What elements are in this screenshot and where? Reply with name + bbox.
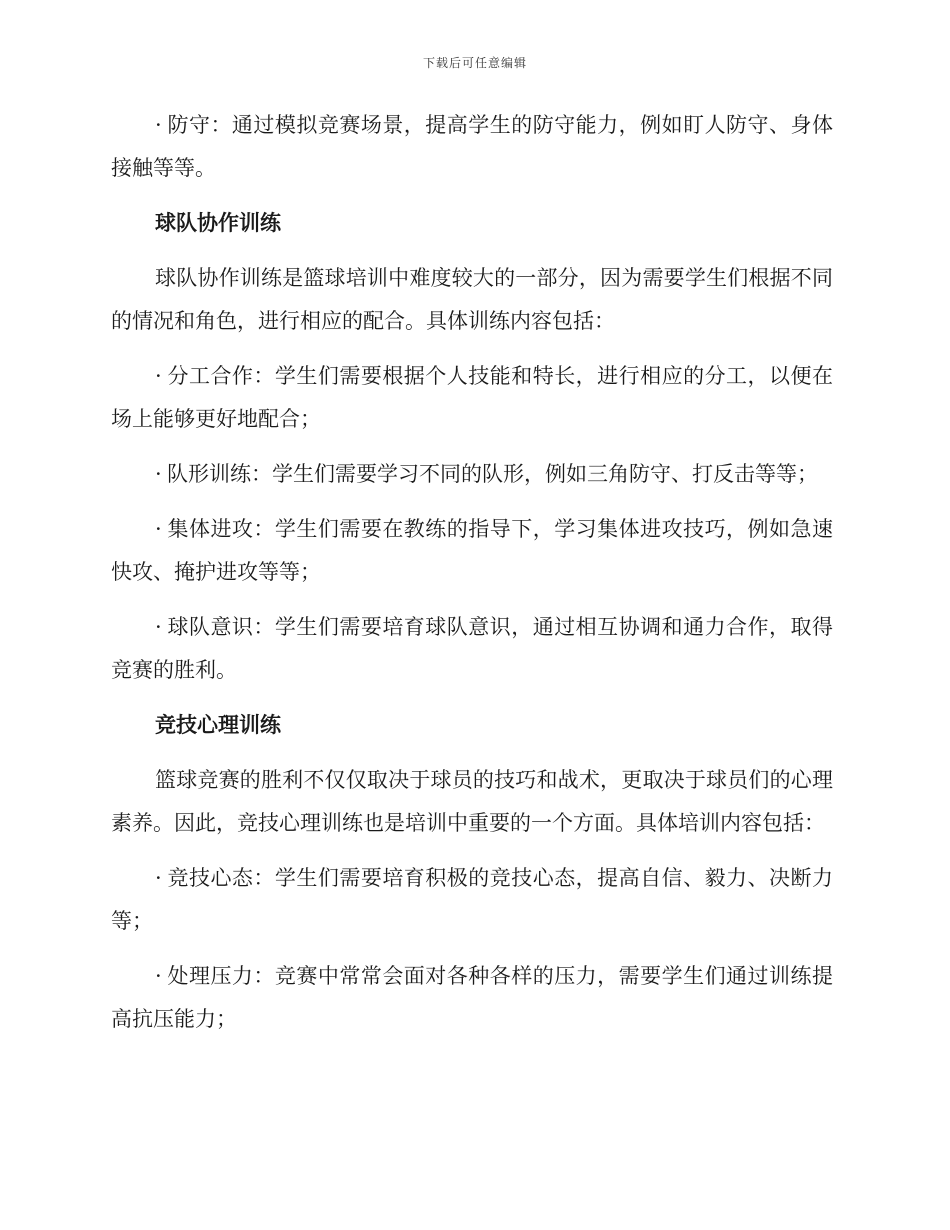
section-heading-competitive-psychology: 竞技心理训练 — [155, 713, 281, 737]
bullet-marker: · — [155, 517, 162, 541]
bullet-marker: · — [155, 615, 162, 639]
bullet-marker: · — [155, 113, 162, 137]
bullet-marker: · — [155, 964, 162, 988]
bullet-collective-offense — [111, 508, 833, 594]
bullet-marker: · — [155, 462, 162, 486]
paragraph-psychology-intro: 篮球竞赛的胜利不仅仅取决于球员的技巧和战术，更取决于球员们的心理素养。因此，竞技心理训练也是培训中重要的一个方面。具体培训内容包括： — [111, 768, 833, 835]
bullet-text: 处理压力：竞赛中常常会面对各种各样的压力，需要学生们通过训练提高抗压能力； — [111, 964, 833, 1031]
section-heading-team-cooperation: 球队协作训练 — [155, 211, 281, 235]
bullet-competitive-mindset — [111, 857, 833, 943]
page-header: 下载后可任意编辑 — [422, 56, 527, 70]
bullet-text: 分工合作：学生们需要根据个人技能和特长，进行相应的分工，以便在场上能够更好地配合； — [111, 364, 833, 431]
bullet-text: 集体进攻：学生们需要在教练的指导下，学习集体进攻技巧，例如急速快攻、掩护进攻等等； — [111, 517, 833, 584]
bullet-text: 防守：通过模拟竞赛场景，提高学生的防守能力，例如盯人防守、身体接触等等。 — [111, 113, 833, 180]
bullet-text: 球队意识：学生们需要培育球队意识，通过相互协调和通力合作，取得竞赛的胜利。 — [111, 615, 833, 682]
bullet-formation-training — [111, 453, 833, 496]
bullet-text: 竞技心态：学生们需要培育积极的竞技心态，提高自信、毅力、决断力等； — [111, 866, 833, 933]
bullet-defense — [111, 104, 833, 190]
bullet-marker: · — [155, 866, 162, 890]
bullet-team-awareness — [111, 606, 833, 692]
bullet-division-of-labor — [111, 355, 833, 441]
bullet-marker: · — [155, 364, 162, 388]
paragraph-team-cooperation-intro: 球队协作训练是篮球培训中难度较大的一部分，因为需要学生们根据不同的情况和角色，进行相应的配合。具体训练内容包括： — [111, 266, 833, 333]
bullet-handling-pressure — [111, 955, 833, 1041]
document-body — [111, 104, 833, 1053]
bullet-text: 队形训练：学生们需要学习不同的队形，例如三角防守、打反击等等； — [167, 462, 818, 486]
